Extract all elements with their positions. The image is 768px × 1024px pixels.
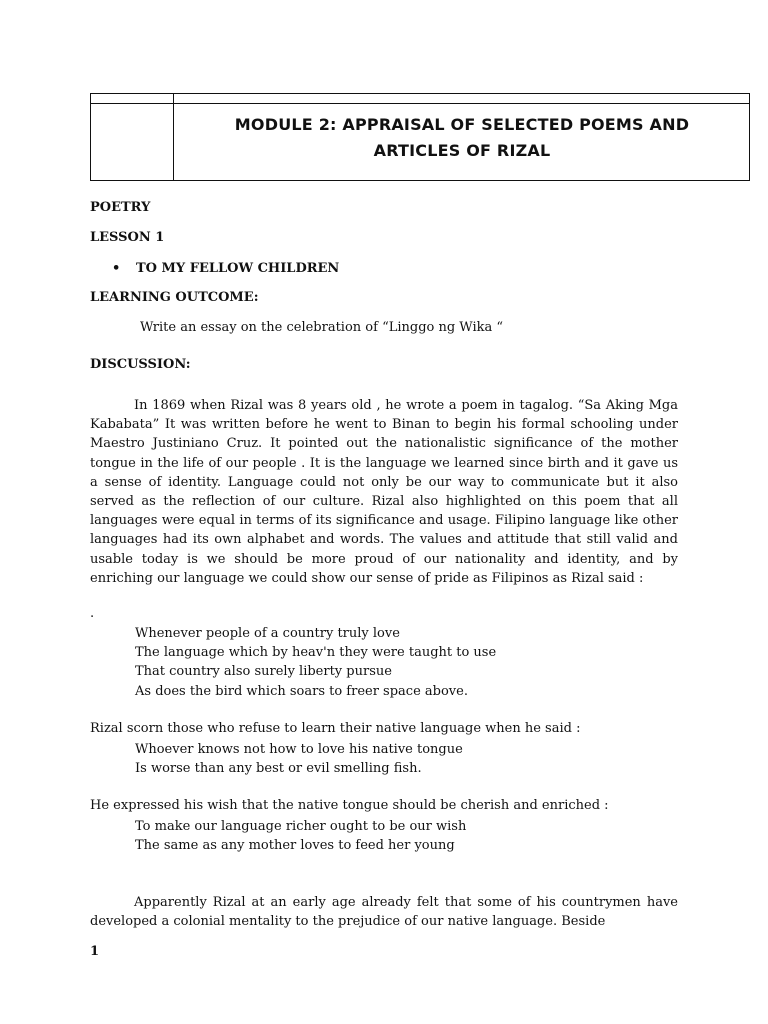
header-top-rule [91,103,749,104]
module-title [175,112,749,164]
learning-outcome-text: Write an essay on the celebration of “Linggo ng Wika “ [140,320,504,335]
discussion-label: DISCUSSION: [90,357,191,372]
section-heading: POETRY [90,200,151,215]
verse-line: Is worse than any best or evil smelling fish. [135,761,422,777]
header-left-cell [173,94,174,180]
discussion-paragraph-1 [90,396,678,588]
paragraph-2-text: Apparently Rizal at an early age already felt that some of his countrymen have developed a colonial mentality to the prejudice of our native language. Beside [90,895,678,930]
verse-line: Whoever knows not how to love his native tongue [135,742,463,757]
module-title-line2: ARTICLES OF RIZAL [373,141,551,160]
verse-block-3 [135,817,466,855]
lesson-title: TO MY FELLOW CHILDREN [136,261,340,276]
verse-intro-2: Rizal scorn those who refuse to learn their native language when he said : [90,721,581,736]
module-header-box [90,93,750,181]
lesson-heading: LESSON 1 [90,230,165,245]
discussion-paragraph-2 [90,893,678,931]
page-number: 1 [90,944,100,959]
stray-mark: . [90,606,95,621]
verse-block-2 [135,740,463,778]
verse-block-1 [135,624,496,701]
learning-outcome-label: LEARNING OUTCOME: [90,290,259,305]
verse-intro-3: He expressed his wish that the native tongue should be cherish and enriched : [90,798,609,813]
lesson-title-bullet [112,261,339,276]
verse-line: The language which by heav'n they were taught to use [135,645,497,661]
verse-line: The same as any mother loves to feed her young [135,838,455,854]
verse-line: As does the bird which soars to freer space above. [135,683,468,699]
bullet-icon: • [112,261,121,276]
verse-line: To make our language richer ought to be our wish [135,819,467,834]
paragraph-1-text: In 1869 when Rizal was 8 years old , he wrote a poem in tagalog. “Sa Aking Mga Kababata” It was written before he went to Binan to begin his formal schooling under Maestro Justiniano Cruz. It pointed out the nationalistic significance of the mother tongue in the life of our people . It is the language we learned since birth and it gave us a sense of identity. Language could not only be our way to communicate but it also served as the reflection of our culture. Rizal also highlighted on this poem that all languages were equal in terms of its significance and usage. Filipino language like other languages had its own alphabet and words. The values and attitude that still valid and usable today is we should be more proud of our nationality and identity, and by enriching our language we could show our sense of pride as Filipinos as Rizal said : [90,398,678,586]
verse-line: That country also surely liberty pursue [135,664,392,680]
verse-line: Whenever people of a country truly love [135,626,400,641]
module-title-line1: MODULE 2: APPRAISAL OF SELECTED POEMS AND [234,115,690,134]
